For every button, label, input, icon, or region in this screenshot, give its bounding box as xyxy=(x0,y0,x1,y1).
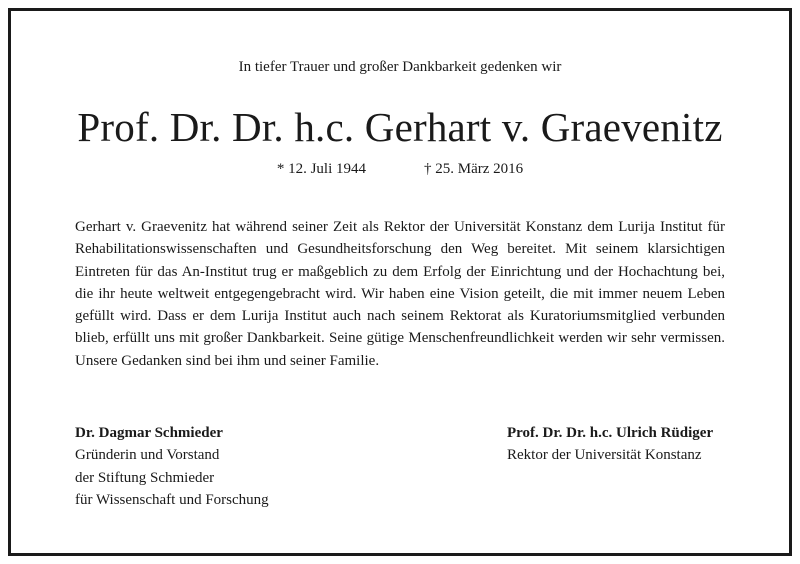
life-dates xyxy=(11,161,789,178)
obituary-text: Gerhart v. Graevenitz hat während seiner Zeit als Rektor der Universität Konstanz dem Lurija Institut für Rehabilitationswissenschaften und Gesundheitsforschung den Weg bereitet. Mit seinem klarsichtigen Eintreten für das An-Institut trug er maßgeblich zu dem Erfolg der Einrichtung und der Hochachtung bei, die ihr heute weltweit entgegengebracht wird. Wir haben eine Vision geteilt, die mit immer neuem Leben gefüllt wird. Dass er dem Lurija Institut auch nach seinem Rektorat als Kuratoriumsmitglied verbunden blieb, erfüllt uns mit großer Dankbarkeit. Seine gütige Menschenfreundlichkeit werden wir sehr vermissen. Unsere Gedanken sind bei ihm und seiner Familie. xyxy=(75,219,725,369)
intro-line: In tiefer Trauer und großer Dankbarkeit gedenken wir xyxy=(238,59,562,75)
signatory-left-role-2: der Stiftung Schmieder xyxy=(75,469,215,486)
death-date: † 25. März 2016 xyxy=(424,161,524,177)
signatory-right xyxy=(507,422,713,467)
signatory-left-role-1: Gründerin und Vorstand xyxy=(75,447,220,464)
deceased-name: Prof. Dr. Dr. h.c. Gerhart v. Graevenitz xyxy=(77,104,723,150)
signatory-right-role-1: Rektor der Universität Konstanz xyxy=(507,447,702,464)
signatory-left-name: Dr. Dagmar Schmieder xyxy=(75,425,223,441)
signatory-left xyxy=(75,422,269,511)
signatory-left-role-3: für Wissenschaft und Forschung xyxy=(75,491,269,508)
obituary-frame xyxy=(8,8,792,556)
signatory-right-name: Prof. Dr. Dr. h.c. Ulrich Rüdiger xyxy=(507,425,714,441)
birth-date: * 12. Juli 1944 xyxy=(276,161,367,177)
